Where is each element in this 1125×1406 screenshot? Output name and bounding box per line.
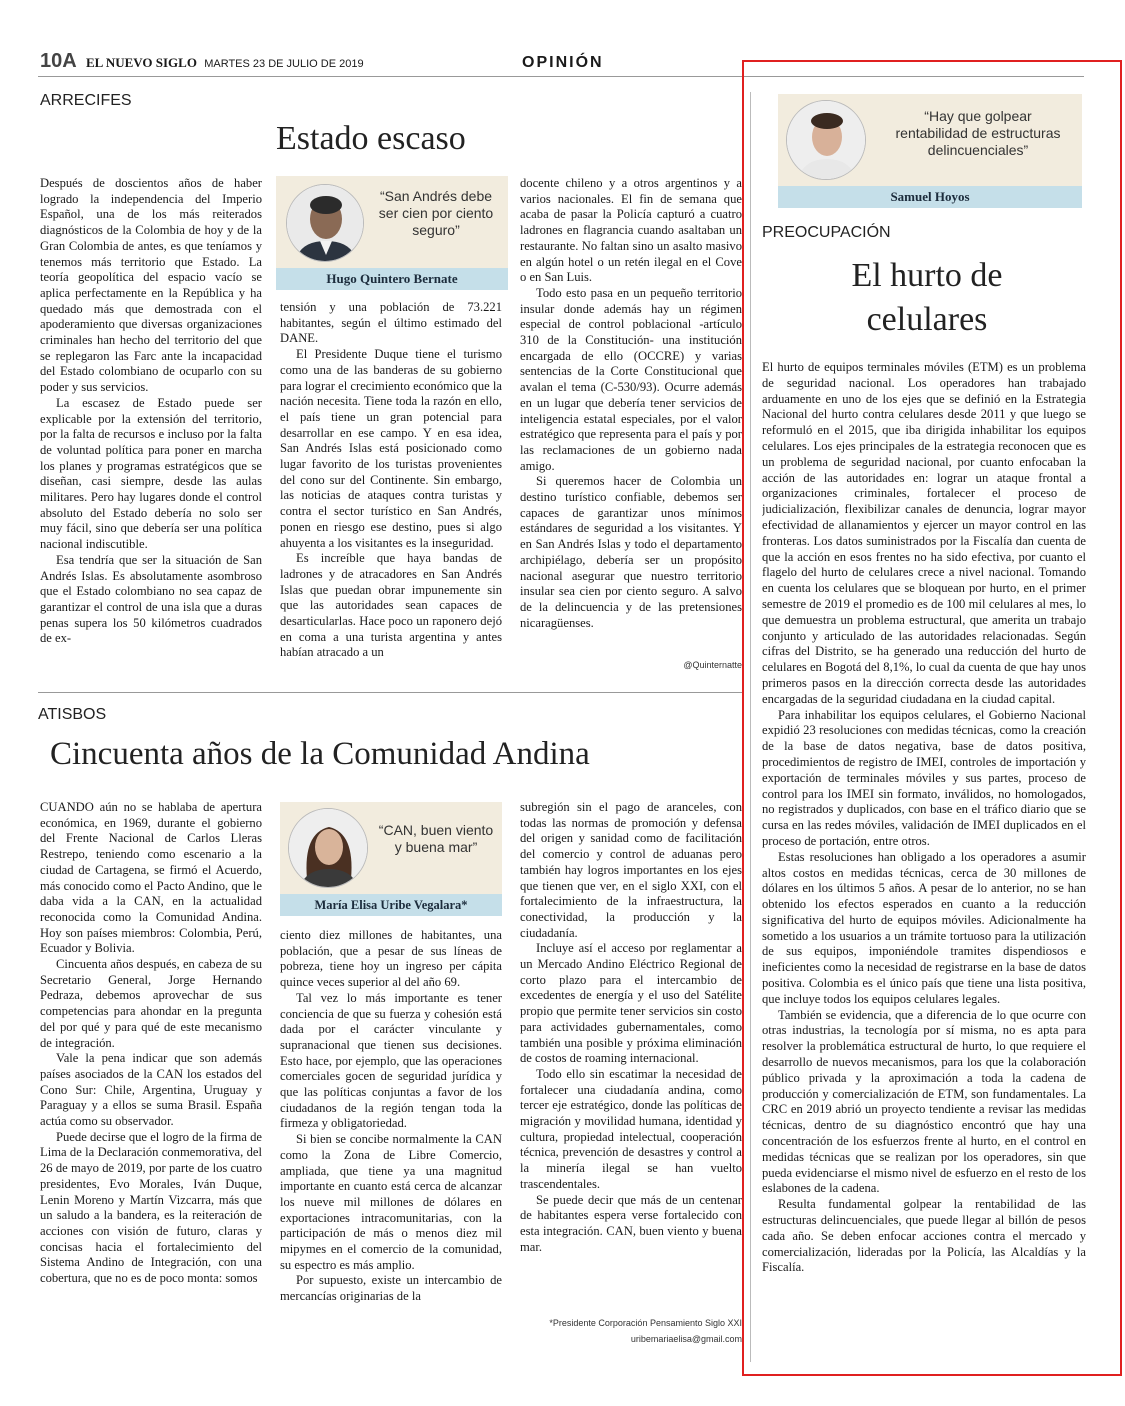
paragraph: CUANDO aún no se hablaba de apertura económica, en 1969, durante el gobierno del Frente Nacional de Carlos Lleras Restrepo, teniendo como escenario a la ciudad de Cartagena, se firmó el Acuerdo, más conocido como el Pacto Andino, que le daba vida a la CAN, en la actualidad reconocida como la Comunidad Andina. Hoy son países miembros: Colombia, Perú, Ecuador y Bolivia. (40, 800, 262, 956)
author-name: María Elisa Uribe Vegalara* (280, 894, 502, 916)
arrecifes-title: Estado escaso (276, 120, 466, 157)
preocupacion-kicker: PREOCUPACIÓN (762, 224, 891, 241)
paragraph: La escasez de Estado puede ser explicable por la extensión del territorio, por la falta de recursos e incluso por la falta de voluntad política para poner en marcha los planes y programas estratégicos que se diseñan, casi siempre, desde las aulas militares. Pero hay lugares donde el control absoluto del Estado debería no solo ser muy fácil, sino que debería ser una política nacional indiscutible. (40, 395, 262, 552)
paragraph: Se puede decir que más de un centenar de habitantes espera verse fortalecido con esta integración. CAN, buen viento y buena mar. (520, 1192, 742, 1254)
atisbos-column-1 (40, 800, 262, 1352)
paragraph: Después de doscientos años de haber logrado la independencia del Imperio Español, una de los más reiterados diagnósticos de la Colombia de hoy y de la Gran Colombia de antes, es que teníamos y tenemos más territorio que Estado. La teoría geopolítica del espacio vacío se aplica perfectamente en la República y ha quedado más que demostrada con el apoderamiento que diversas organizaciones criminales han hecho del territorio del que se replegaron las Farc ante la incapacidad del Estado colombiano de ocuparlo con su poder y sus servicios. (40, 176, 262, 395)
atisbos-quote-box (280, 802, 502, 916)
arrecifes-column-2 (280, 300, 502, 672)
portrait-woman-icon (289, 809, 368, 888)
paragraph: También se evidencia, que a diferencia de lo que ocurre con otras industrias, la tecnología por sí misma, no es apta para resolver la problemática estructural de hurto, lo que requiere el desarrollo de nuevos mecanismos, para los que la colaboración público privada y la aproximación a toda la cadena de producción y comercialización de ETM, son fundamentales. La CRC en 2019 abrió un proyecto tendiente a revisar las medidas técnicas, dentro de su diagnóstico encontró que hay una concentración de los esfuerzos frente al hurto, en el control en medidas técnicas que se realizan por los operadores, sin que pueda evidenciarse el mismo nivel de esfuerzo en el resto de los eslabones de la cadena. (762, 1007, 1086, 1196)
paragraph: Si bien se concibe normalmente la CAN como la Zona de Libre Comercio, ampliada, que tiene ya una magnitud importante en cuanto está cerca de alcanzar los nueve mil millones de dólares en exportaciones intracomunitarias, con la participación de más o menos diez mil mipymes en el comercio de la comunidad, su espectro es más amplio. (280, 1132, 502, 1272)
paragraph: tensión y una población de 73.221 habitantes, según el último estimado del DANE. (280, 300, 502, 346)
paragraph: Incluye así el acceso por reglamentar a un Mercado Andino Eléctrico Regional de corto plazo para el intercambio de excedentes de energía y el uso del Satélite propio que permite tener servicios sin costo para actividades gubernamentales, como también una posible y próxima eliminación de costos de roaming internacional. (520, 941, 742, 1066)
paragraph: Todo esto pasa en un pequeño territorio insular donde además hay un régimen especial de control poblacional -artículo 310 de la Constitución- una institución encargada de ello (OCCRE) y varias sentencias de la Corte Constitucional que avalan el tema (C-530/93). Ocurre además en un lugar que debería tener servicios de inteligencia estatal especiales, por el valor estratégico que representa para el país y por las reclamaciones de un gobierno nada amigo. (520, 285, 742, 473)
author-footnote: *Presidente Corporación Pensamiento Siglo XXI (549, 1318, 742, 1328)
paper-name: EL NUEVO SIGLO (85, 55, 197, 70)
paragraph: El Presidente Duque tiene el turismo como una de las banderas de su gobierno para lograr el crecimiento económico que la nación necesita. Tiene toda la razón en ello, el país tiene un gran potencial para desarrollar en ese campo. Y en esa idea, San Andrés Islas está posicionado como lugar favorito de los turistas provenientes del cono sur del Continente. Sin embargo, las noticias de ataques contra turistas y contra el sector turístico en San Andrés, ponen en riesgo ese destino, pues si algo ahuyenta a los visitantes es la inseguridad. (280, 347, 502, 550)
pull-quote: “Hay que golpear rentabilidad de estructuras delincuenciales” (895, 108, 1061, 158)
paragraph: Vale la pena indicar que son además países asociados de la CAN los estados del Cono Sur: Chile, Argentina, Uruguay y Paraguay y a ellos se suma Brasil. España actúa como su observador. (40, 1051, 262, 1129)
page-header (40, 50, 364, 73)
author-portrait (786, 100, 866, 180)
arrecifes-column-1 (40, 176, 262, 672)
arrecifes-quote-box (276, 176, 508, 290)
paragraph: Cincuenta años después, en cabeza de su Secretario General, Jorge Hernando Pedraza, debemos aprovechar de sus competencias para ahondar en la pregunta del por qué y para qué de este mecanismo de integración. (40, 957, 262, 1050)
paragraph: Todo ello sin escatimar la necesidad de fortalecer una ciudadanía andina, como tercer eje estratégico, donde las políticas de migración y movilidad humana, identidad y cultura, propiedad intelectual, cooperación técnica, prevención de desastres y control a la minería ilegal se han vuelto trascendentales. (520, 1066, 742, 1191)
paragraph: Es increíble que haya bandas de ladrones y de atracadores en San Andrés Islas que puedan obrar impunemente sin que las autoridades sean capaces de desarticularlas. Hace poco un raponero dejó en coma a una turista argentina y antes habían atracado a un (280, 551, 502, 660)
section-divider (38, 692, 742, 693)
paragraph: Tal vez lo más importante es tener conciencia de que su fuerza y cohesión está dada por el carácter vinculante y supranacional que tienen sus decisiones. Esto hace, por ejemplo, que las operaciones comerciales gocen de seguridad jurídica y que las políticas conjuntas a favor de los ciudadanos de la región tengan toda la firmeza y obligatoriedad. (280, 990, 502, 1131)
pull-quote: “San Andrés debe ser cien por ciento seguro” (378, 188, 494, 238)
paragraph: Estas resoluciones han obligado a los operadores a asumir altos costos en medidas técnicas, cerca de 30 millones de dólares en los últimos 5 años. A pesar de lo anterior, no se han obtenido los efectos esperados en cuanto a la reducción significativa del hurto de equipos móviles. Adicionalmente ha sometido a los usuarios a un trámite tortuoso para la utilización de sus equipos, imponiéndole tramites dispendiosos e ineficientes como la necesidad de registrarse en la base de datos positiva. Colombia es el único país que tiene una lista positiva, que incluye todos los equipos celulares legales. (762, 849, 1086, 1006)
paragraph: Puede decirse que el logro de la firma de Lima de la Declaración conmemorativa, del 26 de mayo de 2019, por parte de los cuatro presidentes, Evo Morales, Iván Duque, Lenin Moreno y Martín Vizcarra, más que un saludo a la bandera, es la reiteración de acciones con visión de futuro, claras y concisas hacia el fortalecimiento del Sistema Andino de Integración, con una cobertura, que no es de poco monta: somos (40, 1129, 262, 1286)
paragraph: Si queremos hacer de Colombia un destino turístico confiable, debemos ser capaces de garantizar unos mínimos estándares de seguridad a los visitantes. Y en San Andrés Islas y todo el departamento archipiélago, debería ser un propósito nacional asegurar que nuestro territorio insular sea cien por ciento seguro. A salvo de la delincuencia y de las pretensiones nicaragüenses. (520, 474, 742, 630)
paragraph: Para inhabilitar los equipos celulares, el Gobierno Nacional expidió 23 resoluciones con medidas técnicas, como la creación de la base de datos negativa, base de datos positiva, procedimientos de registro de IMEI, controles de importación y exportación de terminales móviles y sus partes, proceso de control para los IMEI sin formato, inválidos, no homologados, no registrados y duplicados, con base en el tráfico diario que se cursa en las redes móviles, validación de IMEI duplicados en el proceso de portación, entre otros. (762, 707, 1086, 848)
title-line: celulares (866, 301, 988, 338)
issue-date: MARTES 23 DE JULIO DE 2019 (204, 58, 364, 70)
atisbos-kicker: ATISBOS (38, 706, 107, 723)
title-line: El hurto de (851, 257, 1003, 294)
atisbos-column-2 (280, 928, 502, 1352)
author-name: Hugo Quintero Bernate (276, 268, 508, 290)
atisbos-title: Cincuenta años de la Comunidad Andina (50, 736, 590, 772)
page-number: 10A (40, 50, 77, 72)
arrecifes-column-3 (520, 176, 742, 658)
preocupacion-title (762, 254, 1092, 342)
portrait-man-icon (287, 185, 364, 262)
section-title: OPINIÓN (522, 54, 604, 71)
author-email: uribemariaelisa@gmail.com (630, 1334, 742, 1344)
paragraph: docente chileno y a otros argentinos y a varios nacionales. El fin de semana que acaba de pasar la Policía capturó a cuatro ladrones en flagrancia cuando asaltaban un restaurante. No faltan sino un asalto masivo en algún hotel o un retén ilegal en el Cove o en San Luis. (520, 176, 742, 285)
arrecifes-kicker: ARRECIFES (40, 92, 132, 109)
atisbos-column-3 (520, 800, 742, 1318)
author-handle: @Quinternatte (683, 660, 742, 670)
paragraph: Esa tendría que ser la situación de San Andrés Islas. Es absolutamente asombroso que el Estado colombiano no sea capaz de garantizar el control de una isla que a duras penas supera los 50 kilómetros cuadrados de ex- (40, 552, 262, 646)
paragraph: subregión sin el pago de aranceles, con todas las normas de promoción y defensa del origen y sanidad como de facilitación del comercio y control de aduanas pero también hay logros importantes en los ejes que tienen que ver, en el siglo XXI, con el fortalecimiento de la infraestructura, la conectividad, la producción y la ciudadanía. (520, 800, 742, 940)
portrait-young-man-icon (787, 101, 866, 180)
author-name: Samuel Hoyos (778, 186, 1082, 208)
paragraph: ciento diez millones de habitantes, una población, que a pesar de sus líneas de pobreza, tiene hoy un ingreso per cápita quince veces superior al del año 69. (280, 928, 502, 990)
paragraph: Por supuesto, existe un intercambio de mercancías originarias de la (280, 1273, 502, 1304)
author-portrait (288, 808, 368, 888)
preocupacion-quote-box (778, 94, 1082, 208)
paragraph: El hurto de equipos terminales móviles (ETM) es un problema de seguridad nacional. Los operadores han trabajado arduamente en uno de los ejes que se definió en la Estrategia Nacional del hurto contra celulares desde 2011 y que luego se reformuló en el 2015, que iba dirigida inhabilitar los equipos celulares. Los ejes principales de la estrategia reconocen que es un problema de seguridad nacional, por cuanto enfocaban la acción de las autoridades en: lograr un ataque frontal a organizaciones criminales, fortalecer el proceso de judicialización, flexibilizar canales de denuncia, lograr mayor efectividad de allanamientos y ejercer un mayor control en las fronteras. Los datos suministrados por la Fiscalía dan cuenta de que la acción en esos frentes no ha sido efectiva, por cuanto el flagelo del hurto de celulares crece a nivel nacional. Tomando en cuenta los celulares que se bloquean por hurto, en el primer semestre de 2019 el promedio es de 100 mil celulares al mes, lo que demuestra un problema estructural, que amerita un trabajo conjunto y articulado de las autoridades relacionadas. Según cifras del Distrito, se ha generado una reducción del hurto de celulares en Bogotá del 8,1%, lo cual da cuenta de que hay unos primeros pasos en la dirección correcta desde las autoridades encargadas de la seguridad ciudadana en la ciudad capital. (762, 360, 1086, 706)
author-portrait (286, 184, 364, 262)
paragraph: Resulta fundamental golpear la rentabilidad de las estructuras delincuenciales, que puede llegar al billón de pesos cada año. Se deben enfocar acciones contra el mercado y comercialización, lideradas por la Policía, las Alcaldías y la Fiscalía. (762, 1197, 1086, 1275)
preocupacion-body (762, 360, 1086, 1356)
pull-quote: “CAN, buen viento y buena mar” (378, 822, 494, 855)
